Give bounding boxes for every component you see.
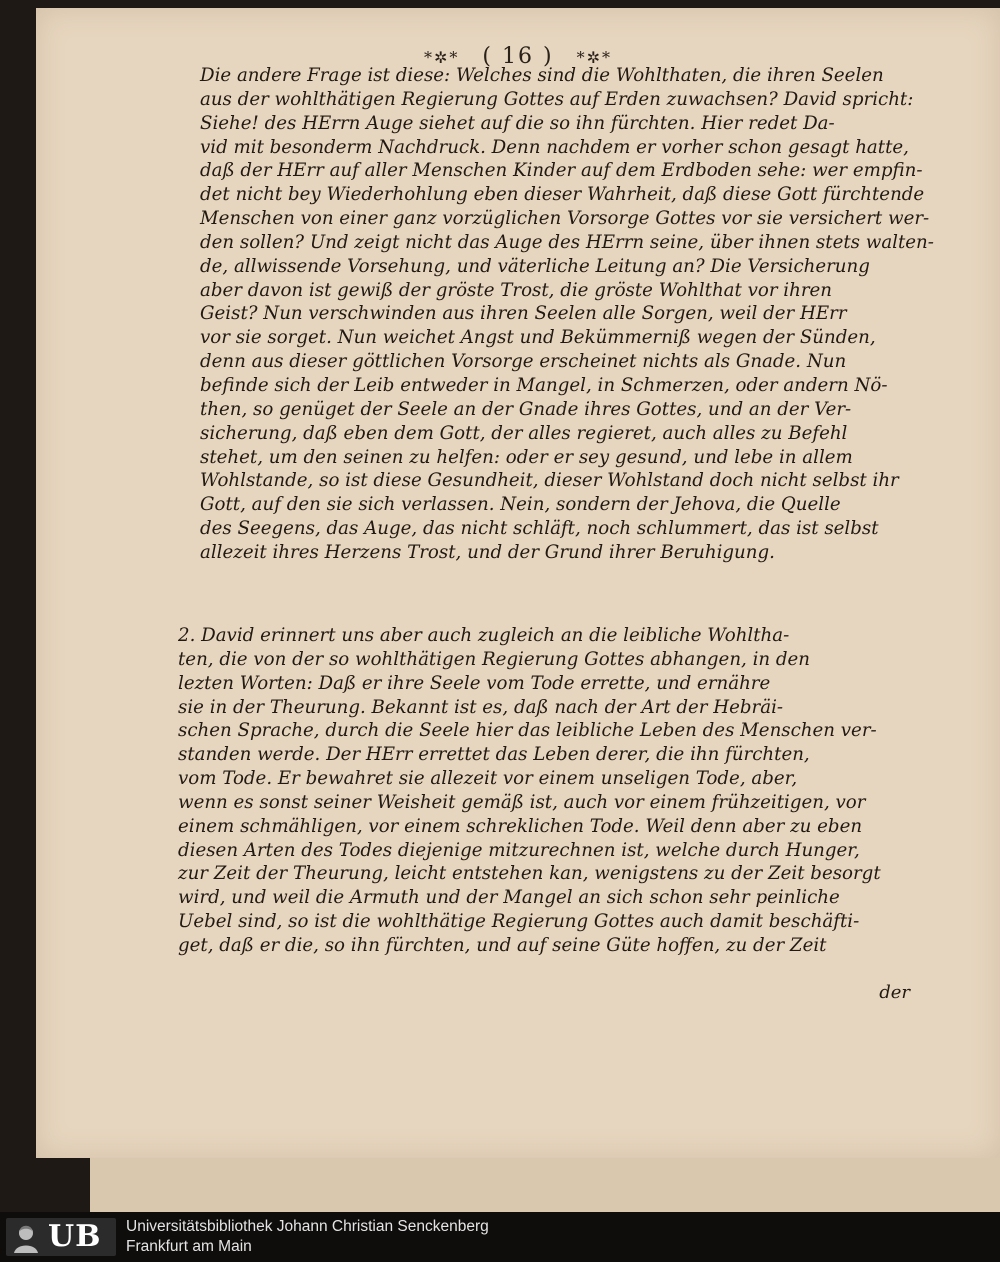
portrait-icon <box>10 1221 42 1253</box>
text-line: ten, die von der so wohlthätigen Regierung Gottes abhangen, in den <box>178 648 811 670</box>
text-line: Die andere Frage ist diese: Welches sind die Wohlthaten, die ihren Seelen <box>200 65 884 86</box>
text-line: befinde sich der Leib entweder in Mangel, in Schmerzen, oder andern Nö- <box>200 374 888 396</box>
text-line: Geist? Nun verschwinden aus ihren Seelen alle Sorgen, weil der HErr <box>200 303 847 325</box>
text-line: diesen Arten des Todes diejenige mitzurechnen ist, welche durch Hunger, <box>178 839 860 861</box>
ub-logo[interactable] <box>6 1218 116 1256</box>
text-line: einem schmähligen, vor einem schreklichen Tode. Weil denn aber zu eben <box>178 815 863 837</box>
logo-text: UB <box>48 1219 102 1254</box>
text-line: denn aus dieser göttlichen Vorsorge erscheinet nichts als Gnade. Nun <box>200 351 847 373</box>
ornament-left: *✲* <box>424 48 460 67</box>
text-line: lezten Worten: Daß er ihre Seele vom Tode errette, und ernähre <box>178 672 771 694</box>
page-number: ( 16 ) <box>482 44 554 69</box>
text-line: sie in der Theurung. Bekannt ist es, daß nach der Art der Hebräi- <box>178 696 784 718</box>
text-line: Menschen von einer ganz vorzüglichen Vorsorge Gottes vor sie versichert wer- <box>200 208 930 230</box>
library-footer <box>0 1212 1000 1262</box>
ornament-right: *✲* <box>576 48 612 67</box>
text-line: den sollen? Und zeigt nicht das Auge des HErrn seine, über ihnen stets walten- <box>200 231 934 253</box>
text-line: standen werde. Der HErr errettet das Leben derer, die ihn fürchten, <box>178 744 810 766</box>
text-line: 2. David erinnert uns aber auch zugleich an die leibliche Wohltha- <box>178 625 790 646</box>
library-name <box>126 1217 489 1257</box>
text-line: stehet, um den seinen zu helfen: oder er sey gesund, und lebe in allem <box>200 446 853 468</box>
catchword: der <box>879 982 910 1003</box>
text-line: vor sie sorget. Nun weichet Angst und Bekümmerniß wegen der Sünden, <box>200 327 876 349</box>
text-line: wird, und weil die Armuth und der Mangel an sich schon sehr peinliche <box>178 887 840 909</box>
text-line: Siehe! des HErrn Auge siehet auf die so ihn fürchten. Hier redet Da- <box>200 112 835 134</box>
library-name-line2: Frankfurt am Main <box>126 1238 252 1255</box>
text-line: des Seegens, das Auge, das nicht schläft, noch schlummert, das ist selbst <box>200 518 879 540</box>
text-line: det nicht bey Wiederhohlung eben dieser Wahrheit, daß diese Gott fürchtende <box>200 184 925 206</box>
text-line: get, daß er die, so ihn fürchten, und auf seine Güte hoffen, zu der Zeit <box>178 934 827 956</box>
text-line: Wohlstande, so ist diese Gesundheit, dieser Wohlstand doch nicht selbst ihr <box>200 470 899 492</box>
library-name-line1: Universitätsbibliothek Johann Christian Senckenberg <box>126 1218 489 1235</box>
text-line: daß der HErr auf aller Menschen Kinder auf dem Erdboden sehe: wer empfin- <box>200 160 923 182</box>
text-line: schen Sprache, durch die Seele hier das leibliche Leben des Menschen ver- <box>178 720 877 742</box>
text-line: vom Tode. Er bewahret sie allezeit vor einem unseligen Tode, aber, <box>178 768 798 790</box>
text-line: zur Zeit der Theurung, leicht entstehen kan, wenigstens zu der Zeit besorgt <box>178 863 881 885</box>
paragraph-1 <box>200 64 934 565</box>
text-line: then, so genüget der Seele an der Gnade ihres Gottes, und an der Ver- <box>200 398 852 420</box>
text-line: aber davon ist gewiß der gröste Trost, die gröste Wohlthat vor ihren <box>200 279 832 301</box>
underlying-page-edge <box>90 1150 1000 1212</box>
text-line: aus der wohlthätigen Regierung Gottes auf Erden zuwachsen? David spricht: <box>200 88 914 110</box>
text-line: vid mit besonderm Nachdruck. Denn nachdem er vorher schon gesagt hatte, <box>200 136 909 158</box>
paragraph-2 <box>178 624 881 958</box>
text-line: wenn es sonst seiner Weisheit gemäß ist, auch vor einem frühzeitigen, vor <box>178 791 866 813</box>
text-line: Gott, auf den sie sich verlassen. Nein, sondern der Jehova, die Quelle <box>200 494 841 516</box>
text-line: sicherung, daß eben dem Gott, der alles regieret, auch alles zu Befehl <box>200 422 848 444</box>
text-line: Uebel sind, so ist die wohlthätige Regierung Gottes auch damit beschäfti- <box>178 911 860 933</box>
text-line: allezeit ihres Herzens Trost, und der Grund ihrer Beruhigung. <box>200 541 775 563</box>
text-line: de, allwissende Vorsehung, und väterliche Leitung an? Die Versicherung <box>200 255 870 277</box>
